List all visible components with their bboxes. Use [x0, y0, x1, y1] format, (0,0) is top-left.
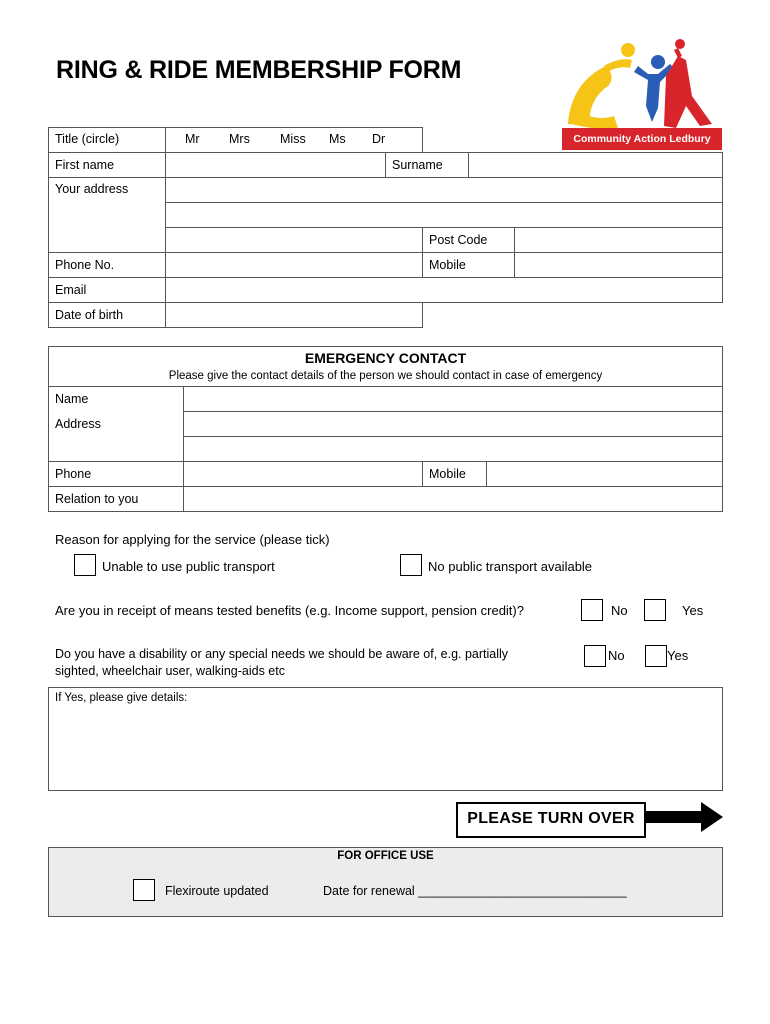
- disability-no-label: No: [608, 648, 625, 663]
- no-public-transport-label: No public transport available: [428, 559, 593, 574]
- no-public-transport-checkbox[interactable]: [400, 554, 422, 576]
- benefits-question: Are you in receipt of means tested benefits (e.g. Income support, pension credit)?: [55, 603, 524, 618]
- mobile-field[interactable]: [515, 253, 722, 277]
- disability-question-line-2: sighted, wheelchair user, walking-aids etc: [55, 664, 285, 678]
- mobile-label: Mobile: [429, 258, 466, 272]
- emergency-address-label: Address: [55, 417, 101, 431]
- email-label: Email: [55, 283, 87, 297]
- benefits-no-checkbox[interactable]: [581, 599, 603, 621]
- emergency-phone-label: Phone: [55, 467, 92, 481]
- logo-text: Community Action Ledbury: [573, 133, 711, 145]
- email-field[interactable]: [166, 278, 722, 302]
- emergency-name-field[interactable]: [184, 387, 722, 411]
- logo: [562, 36, 722, 152]
- disability-no-checkbox[interactable]: [584, 645, 606, 667]
- title-option-ms[interactable]: Ms: [329, 132, 346, 146]
- title-option-miss[interactable]: Miss: [280, 132, 306, 146]
- dob-label: Date of birth: [55, 308, 124, 322]
- emergency-phone-field[interactable]: [184, 462, 422, 486]
- form-title: RING & RIDE MEMBERSHIP FORM: [56, 56, 462, 84]
- flexiroute-updated-label: Flexiroute updated: [165, 884, 269, 898]
- dob-field[interactable]: [166, 303, 422, 327]
- disability-yes-checkbox[interactable]: [645, 645, 667, 667]
- surname-label: Surname: [392, 158, 443, 172]
- unable-public-transport-label: Unable to use public transport: [102, 559, 275, 574]
- emergency-address-line-1-field[interactable]: [184, 412, 722, 436]
- emergency-subheading: Please give the contact details of the person we should contact in case of emergency: [168, 370, 603, 382]
- title-option-dr[interactable]: Dr: [372, 132, 386, 146]
- address-line-3-field[interactable]: [166, 228, 422, 252]
- title-label: Title (circle): [55, 132, 120, 146]
- office-use-heading: FOR OFFICE USE: [337, 850, 434, 862]
- address-label: Your address: [55, 182, 129, 196]
- title-option-mr[interactable]: Mr: [185, 132, 200, 146]
- reason-question: Reason for applying for the service (please tick): [55, 532, 330, 547]
- first-name-label: First name: [55, 158, 115, 172]
- disability-question-line-1: Do you have a disability or any special needs we should be aware of, e.g. partially: [55, 647, 509, 661]
- phone-field[interactable]: [166, 253, 422, 277]
- please-turn-over-text: PLEASE TURN OVER: [467, 810, 635, 827]
- first-name-field[interactable]: [166, 153, 385, 177]
- surname-field[interactable]: [469, 153, 722, 177]
- benefits-yes-label: Yes: [682, 603, 704, 618]
- emergency-heading: EMERGENCY CONTACT: [304, 350, 467, 366]
- date-for-renewal-label: Date for renewal ______________________________: [323, 884, 627, 898]
- address-line-1-field[interactable]: [166, 178, 722, 202]
- emergency-relation-label: Relation to you: [55, 492, 139, 506]
- flexiroute-updated-checkbox[interactable]: [133, 879, 155, 901]
- arrow-right-icon: [645, 802, 723, 832]
- phone-label: Phone No.: [55, 258, 115, 272]
- emergency-name-label: Name: [55, 392, 89, 406]
- benefits-yes-checkbox[interactable]: [644, 599, 666, 621]
- title-option-mrs[interactable]: Mrs: [229, 132, 250, 146]
- emergency-mobile-field[interactable]: [487, 462, 722, 486]
- postcode-field[interactable]: [515, 228, 722, 252]
- address-line-2-field[interactable]: [166, 203, 722, 227]
- disability-yes-label: Yes: [667, 648, 689, 663]
- benefits-no-label: No: [611, 603, 628, 618]
- unable-public-transport-checkbox[interactable]: [74, 554, 96, 576]
- emergency-mobile-label: Mobile: [429, 467, 466, 481]
- emergency-address-line-2-field[interactable]: [184, 437, 722, 461]
- emergency-relation-field[interactable]: [184, 487, 722, 511]
- postcode-label: Post Code: [429, 233, 488, 247]
- disability-details-label: If Yes, please give details:: [55, 692, 188, 704]
